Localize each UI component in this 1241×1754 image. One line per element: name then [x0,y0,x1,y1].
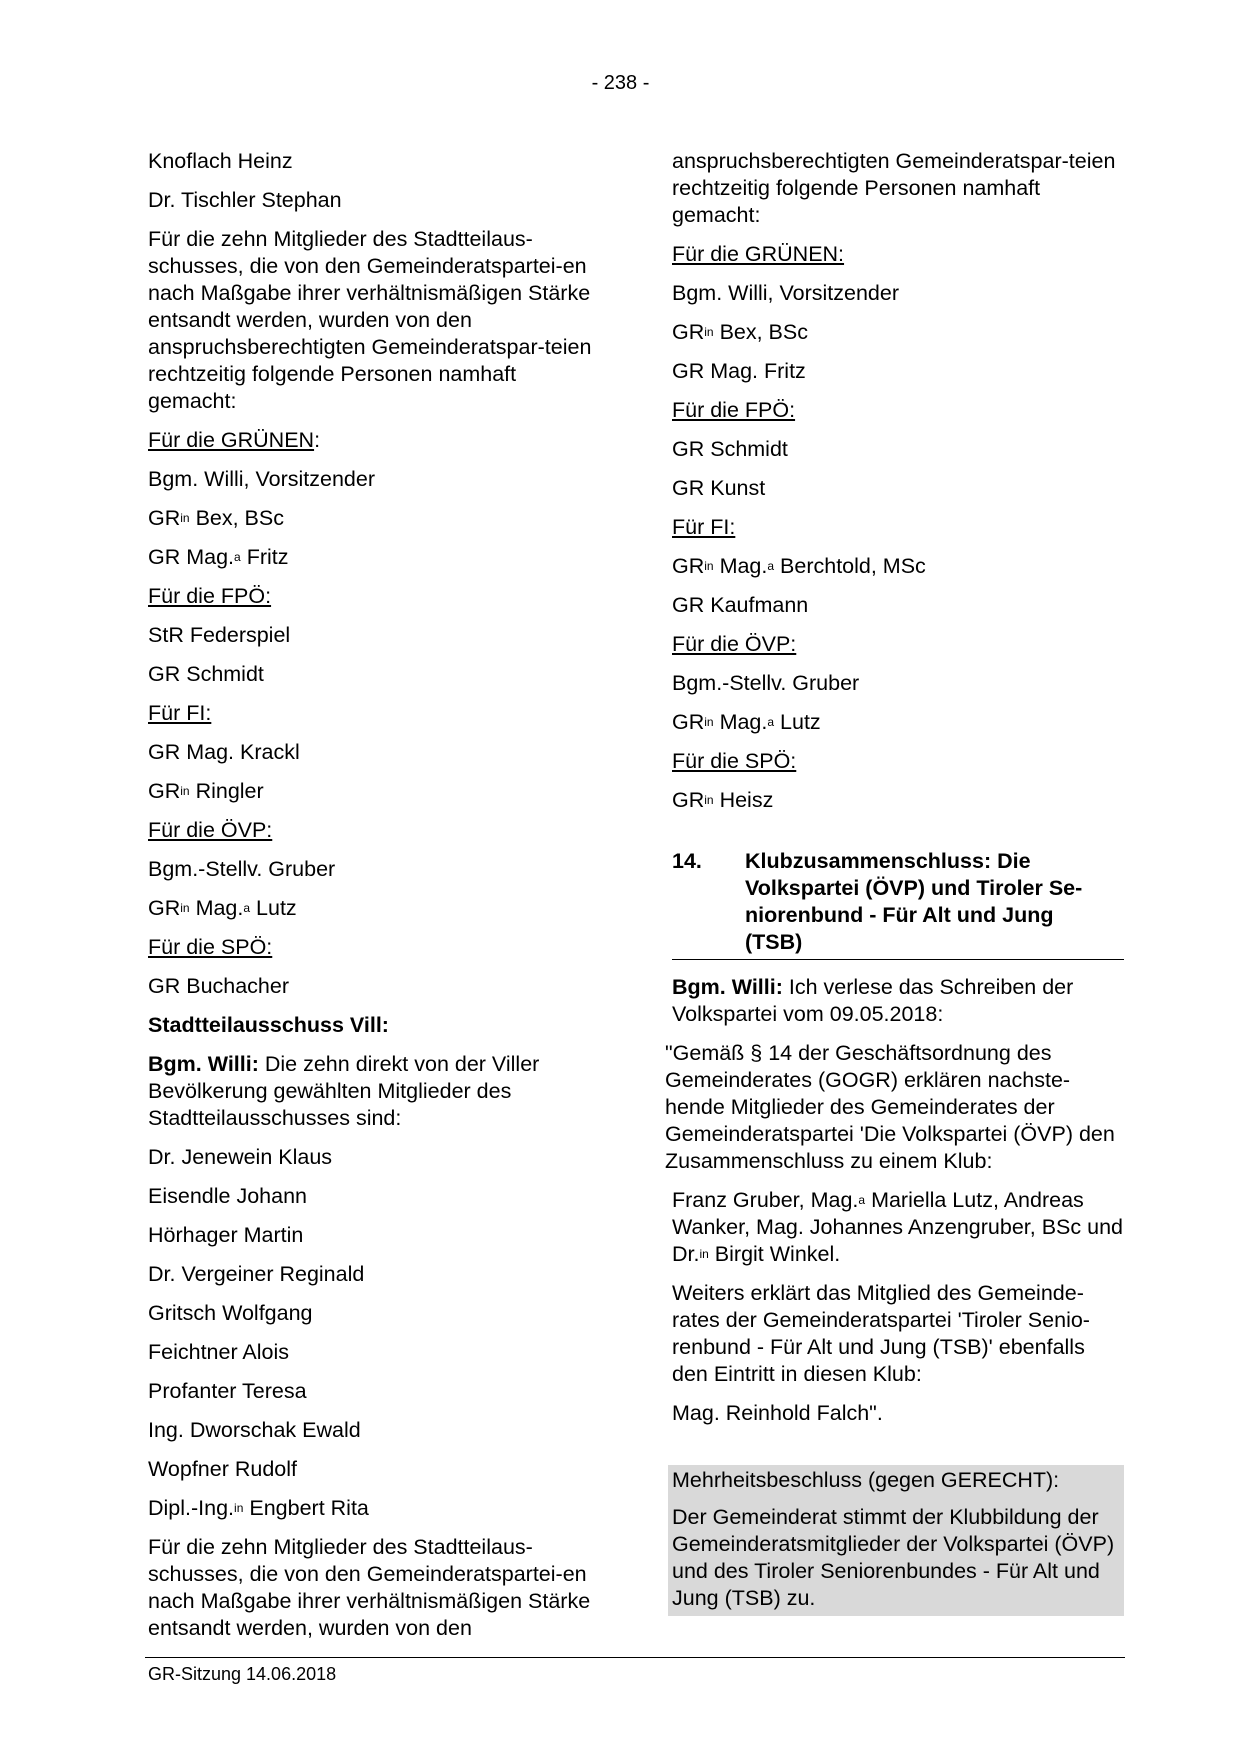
agenda-item-number: 14. [672,849,702,873]
member-name: GR Mag. Fritz [672,359,806,383]
member-name: Eisendle Johann [148,1184,307,1208]
speaker-name: Bgm. Willi: [672,975,783,999]
member-name: $GR^{in}$ Mag.$^a$ Lutz [672,710,821,734]
left-column [148,148,598,1654]
member-name: Ing. Dworschak Ewald [148,1418,361,1442]
party-heading-spoe: Für die SPÖ: [148,935,273,959]
footer-text: GR-Sitzung 14.06.2018 [148,1664,337,1684]
continued-paragraph: anspruchsberechtigten Gemeinderatspar-teien rechtzeitig folgende Personen namhaft gemacht: [672,149,1116,227]
member-name: GR Kaufmann [672,593,809,617]
quote-paragraph: Mag. Reinhold Falch". [672,1401,883,1425]
decision-text: Der Gemeinderat stimmt der Klubbildung der Gemeinderatsmitglieder der Volkspartei (ÖVP) und des Tiroler Seniorenbundes - Für Alt und Jung (TSB) zu. [672,1505,1115,1610]
member-name: Wopfner Rudolf [148,1457,297,1481]
members-paragraph: Franz Gruber, Mag.$^a$ Mariella Lutz, Andreas Wanker, Mag. Johannes Anzengruber, BSc und Dr.$^{in}$ Birgit Winkel. [672,1188,1123,1266]
member-name: Feichtner Alois [148,1340,290,1364]
party-heading-oevp: Für die ÖVP: [148,818,273,842]
member-name: GR Mag.$^a$ Fritz [148,545,289,569]
page-number: - 238 - [591,72,650,94]
party-heading-gruene: Für die GRÜNEN: [672,242,845,266]
member-name: $GR^{in}$ Mag.$^a$ Lutz [148,896,297,920]
member-name: Bgm. Willi, Vorsitzender [148,467,376,491]
footer-divider [145,1657,1125,1658]
member-name: $GR^{in}$ Ringler [148,779,264,803]
party-heading-fi: Für FI: [148,701,212,725]
party-heading-oevp: Für die ÖVP: [672,632,797,656]
right-column [665,148,1124,1616]
speaker-name: Bgm. Willi: [148,1052,259,1076]
member-name: Gritsch Wolfgang [148,1301,313,1325]
member-name: $GR^{in}$ Bex, BSc [672,320,808,344]
quote-paragraph: "Gemäß § 14 der Geschäftsordnung des Gemeinderates (GOGR) erklären nachste-hende Mitglieder des Gemeinderates der Gemeinderatspartei 'Die Volkspartei (ÖVP) den Zusammenschluss zu einem Klub: [665,1041,1115,1173]
intro-paragraph: Für die zehn Mitglieder des Stadtteilaus-schusses, die von den Gemeinderatspartei-en nach Maßgabe ihrer verhältnismäßigen Stärke entsandt werden, wurden von den [148,1535,591,1640]
member-name: Knoflach Heinz [148,149,293,173]
party-heading-fpoe: Für die FPÖ: [148,584,272,608]
member-name: GR Schmidt [148,662,264,686]
intro-paragraph: Für die zehn Mitglieder des Stadtteilaus-schusses, die von den Gemeinderatspartei-en nach Maßgabe ihrer verhältnismäßigen Stärke entsandt werden, wurden von den anspruchsberechtigten Gemeinderatspar-teien rechtzeitig folgende Personen namhaft gemacht: [148,227,592,413]
member-name: GR Mag. Krackl [148,740,300,764]
quote-paragraph: Weiters erklärt das Mitglied des Gemeinde-rates der Gemeinderatspartei 'Tiroler Senio-renbund - Für Alt und Jung (TSB)' ebenfalls den Eintritt in diesen Klub: [672,1281,1090,1386]
member-name: $GR^{in}$ Heisz [672,788,774,812]
member-name: GR Schmidt [672,437,788,461]
member-name: Dr. Tischler Stephan [148,188,342,212]
party-heading-gruene: Für die GRÜNEN: [148,428,321,452]
party-heading-fpoe: Für die FPÖ: [672,398,796,422]
member-name: Dipl.-Ing.$^{in}$ Engbert Rita [148,1496,369,1520]
member-name: GR Buchacher [148,974,290,998]
party-heading-fi: Für FI: [672,515,736,539]
party-heading-spoe: Für die SPÖ: [672,749,797,773]
member-name: Bgm. Willi, Vorsitzender [672,281,900,305]
member-name: $GR^{in}$ Mag.$^a$ Berchtold, MSc [672,554,926,578]
member-name: Hörhager Martin [148,1223,304,1247]
member-name: Bgm.-Stellv. Gruber [672,671,860,695]
speaker-paragraph: Bgm. Willi: Ich verlese das Schreiben der Volkspartei vom 09.05.2018: [672,975,1074,1026]
speaker-paragraph: Bgm. Willi: Die zehn direkt von der Viller Bevölkerung gewählten Mitglieder des Stadtteilausschusses sind: [148,1052,540,1130]
member-name: $GR^{in}$ Bex, BSc [148,506,284,530]
agenda-item-heading [672,848,1124,960]
member-name: Bgm.-Stellv. Gruber [148,857,336,881]
member-name: Profanter Teresa [148,1379,307,1403]
section-heading-vill: Stadtteilausschuss Vill: [148,1013,389,1037]
decision-box [668,1465,1124,1616]
decision-heading: Mehrheitsbeschluss (gegen GERECHT): [672,1468,1060,1492]
agenda-item-title: Klubzusammenschluss: Die Volkspartei (ÖVP) und Tiroler Se-niorenbund - Für Alt und Jung (TSB) [745,849,1083,954]
member-name: Dr. Jenewein Klaus [148,1145,333,1169]
member-name: StR Federspiel [148,623,291,647]
member-name: GR Kunst [672,476,766,500]
member-name: Dr. Vergeiner Reginald [148,1262,365,1286]
